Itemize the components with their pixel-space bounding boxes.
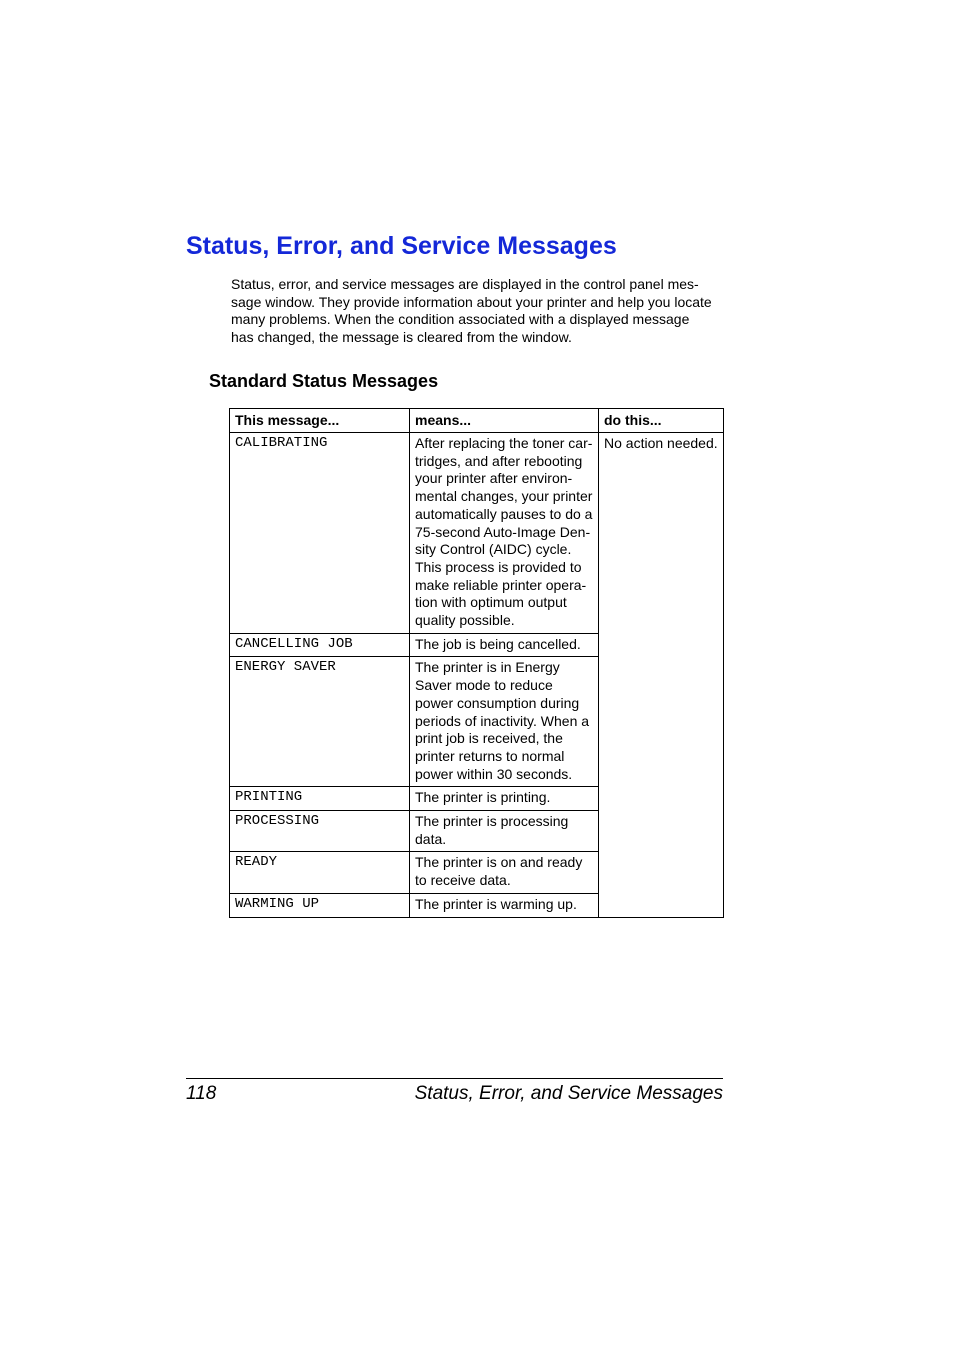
- meaning-line: periods of inactivity. When a: [415, 712, 590, 729]
- page-title: Status, Error, and Service Messages: [186, 232, 617, 260]
- footer-rule: [186, 1078, 723, 1079]
- message-code: CANCELLING JOB: [230, 633, 410, 657]
- running-footer-title: Status, Error, and Service Messages: [414, 1083, 723, 1104]
- message-code: PRINTING: [230, 787, 410, 811]
- header-message: This message...: [230, 409, 410, 433]
- section-title: Standard Status Messages: [209, 371, 439, 391]
- meaning-line: After replacing the toner car-: [415, 435, 593, 451]
- meaning-line: tridges, and after rebooting: [415, 452, 583, 469]
- message-meaning: [410, 633, 599, 657]
- meaning-line: your printer after environ-: [415, 470, 573, 487]
- message-code: WARMING UP: [230, 893, 410, 917]
- meaning-line: The printer is in Energy: [415, 659, 560, 676]
- page-number: 118: [186, 1083, 217, 1104]
- meaning-line: power within 30 seconds.: [415, 765, 573, 782]
- message-meaning: [410, 433, 599, 634]
- meaning-line: The printer is printing.: [415, 789, 551, 806]
- intro-line: Status, error, and service messages are displayed in the control panel mes-: [231, 276, 699, 292]
- meaning-line: to receive data.: [415, 872, 511, 889]
- meaning-line: The printer is processing: [415, 813, 569, 830]
- meaning-line: data.: [415, 830, 447, 847]
- message-meaning: [410, 657, 599, 787]
- intro-line: many problems. When the condition associated with a displayed message: [231, 311, 690, 328]
- message-meaning: [410, 811, 599, 852]
- meaning-line: The printer is warming up.: [415, 895, 577, 912]
- meaning-line: print job is received, the: [415, 730, 563, 747]
- meaning-line: sity Control (AIDC) cycle.: [415, 541, 572, 558]
- message-code: READY: [230, 852, 410, 893]
- table-header-row: [230, 409, 724, 433]
- message-code: ENERGY SAVER: [230, 657, 410, 787]
- meaning-line: Saver mode to reduce: [415, 677, 553, 694]
- message-code: PROCESSING: [230, 811, 410, 852]
- meaning-line: quality possible.: [415, 612, 515, 629]
- message-meaning: [410, 852, 599, 893]
- table-row: [230, 433, 724, 634]
- intro-line: has changed, the message is cleared from the window.: [231, 329, 572, 346]
- meaning-line: tion with optimum output: [415, 594, 567, 611]
- header-means: means...: [410, 409, 599, 433]
- message-meaning: [410, 893, 599, 917]
- header-action: do this...: [599, 409, 724, 433]
- meaning-line: printer returns to normal: [415, 747, 565, 764]
- message-code: CALIBRATING: [230, 433, 410, 634]
- meaning-line: The printer is on and ready: [415, 854, 583, 871]
- meaning-line: power consumption during: [415, 694, 580, 711]
- action-cell: No action needed.: [599, 433, 724, 918]
- meaning-line: make reliable printer opera-: [415, 576, 587, 593]
- intro-paragraph: [231, 276, 712, 347]
- meaning-line: mental changes, your printer: [415, 488, 593, 505]
- meaning-line: 75-second Auto-Image Den-: [415, 523, 591, 540]
- message-meaning: [410, 787, 599, 811]
- meaning-line: This process is provided to: [415, 558, 582, 575]
- intro-line: sage window. They provide information about your printer and help you locate: [231, 293, 712, 310]
- meaning-line: The job is being cancelled.: [415, 635, 581, 652]
- meaning-line: automatically pauses to do a: [415, 505, 593, 522]
- status-messages-table: [229, 408, 724, 918]
